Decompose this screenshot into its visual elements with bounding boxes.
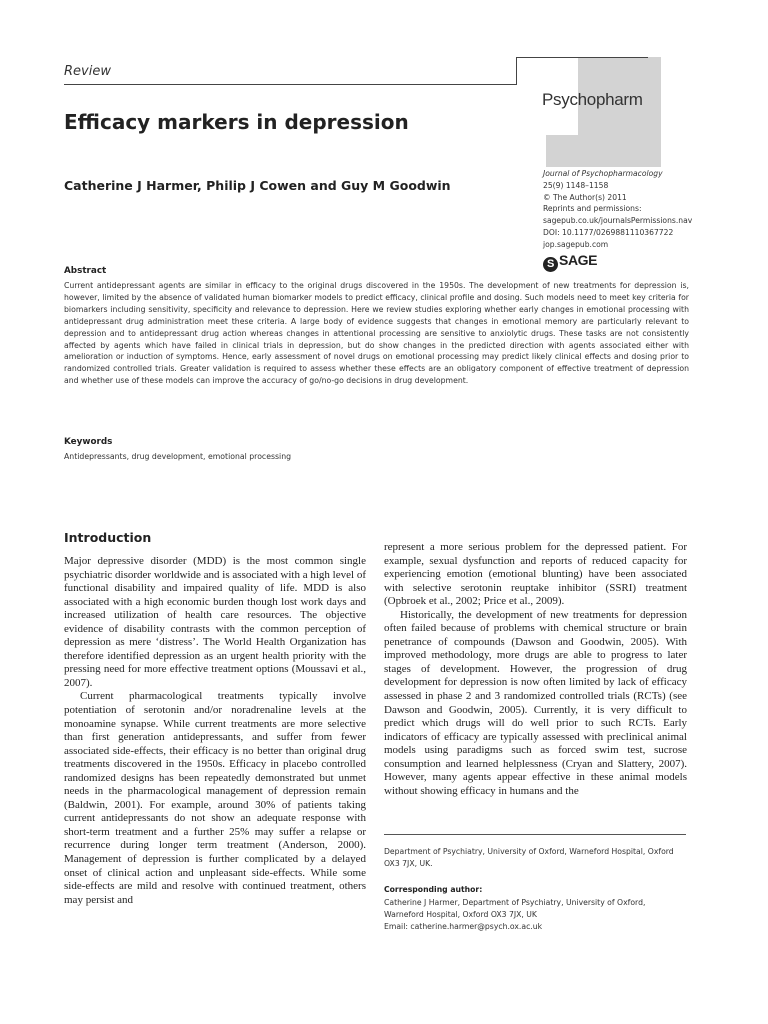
reprints-link[interactable]: sagepub.co.uk/journalsPermissions.nav xyxy=(543,216,693,226)
affiliation-note: Department of Psychiatry, University of Oxford, Warneford Hospital, Oxford OX3 7JX, UK. xyxy=(384,847,674,868)
journal-citation: 25(9) 1148–1158 xyxy=(543,180,609,190)
body-paragraph: Current pharmacological treatments typically involve potentiation of serotonin and/or noradrenaline levels at the monoamine synapse. While current treatments are more selective than first generation antidepressants, and suffer from fewer associated side-effects, their efficacy is no better than original drug treatments discovered in the 1950s. Efficacy in placebo controlled randomized designs has been repeatedly demonstrated but unmet needs in the pharmacological management of depression remain (Baldwin, 2001). For example, around 30% of patients taking current antidepressants do not show an adequate response with short-term treatment and a further 25% may suffer a relapse or recurrence during longer term treatment (Anderson, 2000). Management of depression is further complicated by a delayed onset of clinical action and unpleasant side-effects. While some side-effects are mild and resolve with continued treatment, others may persist and xyxy=(64,690,366,906)
journal-meta xyxy=(543,168,743,251)
keywords-text: Antidepressants, drug development, emotional processing xyxy=(64,452,292,461)
keywords-heading: Keywords xyxy=(64,437,113,447)
header-rule xyxy=(64,84,516,85)
footnote-rule xyxy=(384,834,686,835)
section-label: Review xyxy=(64,64,111,79)
reprints-label: Reprints and permissions: xyxy=(543,204,642,214)
abstract-text: Current antidepressant agents are similar in efficacy to the original drugs discovered in the 1950s. The development of new treatments for depression is, however, limited by the absence of validated human biomarker models to predict efficacy, clinical profile and dosing. Such models need to meet key criteria for biomarkers including sensitivity, specificity and relevance to depression. Here we review studies exploring whether early changes in emotional processing with antidepressant drug administration meet these criteria. A large body of evidence suggests that changes in emotional memory are particularly relevant to depression and to antidepressant drug action whereas changes in attentional processing are sensitive to anxiolytic drugs. These tasks are not consistently affected by agents which have failed in clinical trials in depression, but do show changes in the predicted direction with agents associated either with amelioration or induction of symptoms. Hence, early assessment of novel drugs on emotional processing may predict likely clinical effects and dosing prior to randomized controlled trials. Greater validation is required to assess whether these effects are an obligatory component of effective treatment of depression and whether use of these models can improve the accuracy of go/no-go decisions in drug development. xyxy=(64,281,689,386)
sage-wordmark: SAGE xyxy=(559,252,598,268)
body-paragraph: represent a more serious problem for the depressed patient. For example, sexual dysfunction and reports of reduced capacity for experiencing emotion (emotional blunting) have been associated with selective serotonin reuptake inhibitor (SSRI) treatment (Opbroek et al., 2002; Price et al., 2009). xyxy=(384,541,687,608)
article-title: Efficacy markers in depression xyxy=(64,110,409,134)
corresponding-author-email[interactable]: Email: catherine.harmer@psych.ox.ac.uk xyxy=(384,921,543,931)
journal-site-link[interactable]: jop.sagepub.com xyxy=(543,239,609,249)
body-paragraph: Historically, the development of new treatments for depression often failed because of problems with chemical structure or brain penetrance of compounds (Dawson and Goodwin, 2005). With improved methodology, more drugs are able to progress to later stages of development. However, the progression of drug development for depression is now often limited by lack of efficacy assessed in phase 2 and 3 randomized controlled trials (RCTs) (see Dawson and Goodwin, 2005). Currently, it is very difficult to predict which drugs will do well prior to such RCTs. Early indicators of efficacy are typically assessed with preclinical animal models using paradigms such as forced swim test, sucrose consumption and learned helplessness (Cryan and Slattery, 2007). However, many agents appear effective in these animal models without showing efficacy in humans and the xyxy=(384,608,687,797)
journal-logo-name: Psychopharm xyxy=(542,90,643,109)
body-column-left xyxy=(64,555,366,907)
sage-publisher-logo xyxy=(543,252,597,272)
doi-link[interactable]: DOI: 10.1177/0269881110367722 xyxy=(543,227,674,237)
journal-full-name: Journal of Psychopharmacology xyxy=(543,169,663,178)
corresponding-author-line: Warneford Hospital, Oxford OX3 7JX, UK xyxy=(384,909,537,919)
corresponding-author-details xyxy=(384,897,688,933)
corresponding-author-heading: Corresponding author: xyxy=(384,885,483,894)
author-list: Catherine J Harmer, Philip J Cowen and Guy M Goodwin xyxy=(64,178,451,193)
body-paragraph: Major depressive disorder (MDD) is the most common single psychiatric disorder worldwide and is associated with a high level of functional disability and impaired quality of life. MDD is also associated with a high economic burden though lost work days and increased utilization of health care resources. The objective evidence of disability contrasts with the common perception of depression as mere ‘distress’. The World Health Organization has therefore identified depression as an urgent health priority with the pressing need for more effective treatment options (Moussavi et al., 2007). xyxy=(64,555,366,689)
body-column-right xyxy=(384,541,687,798)
copyright-notice: © The Author(s) 2011 xyxy=(543,192,627,202)
corresponding-author-line: Catherine J Harmer, Department of Psychiatry, University of Oxford, xyxy=(384,898,646,907)
sage-s-icon: S xyxy=(543,257,558,272)
introduction-heading: Introduction xyxy=(64,530,152,545)
journal-logo xyxy=(516,57,648,167)
abstract-heading: Abstract xyxy=(64,266,107,276)
